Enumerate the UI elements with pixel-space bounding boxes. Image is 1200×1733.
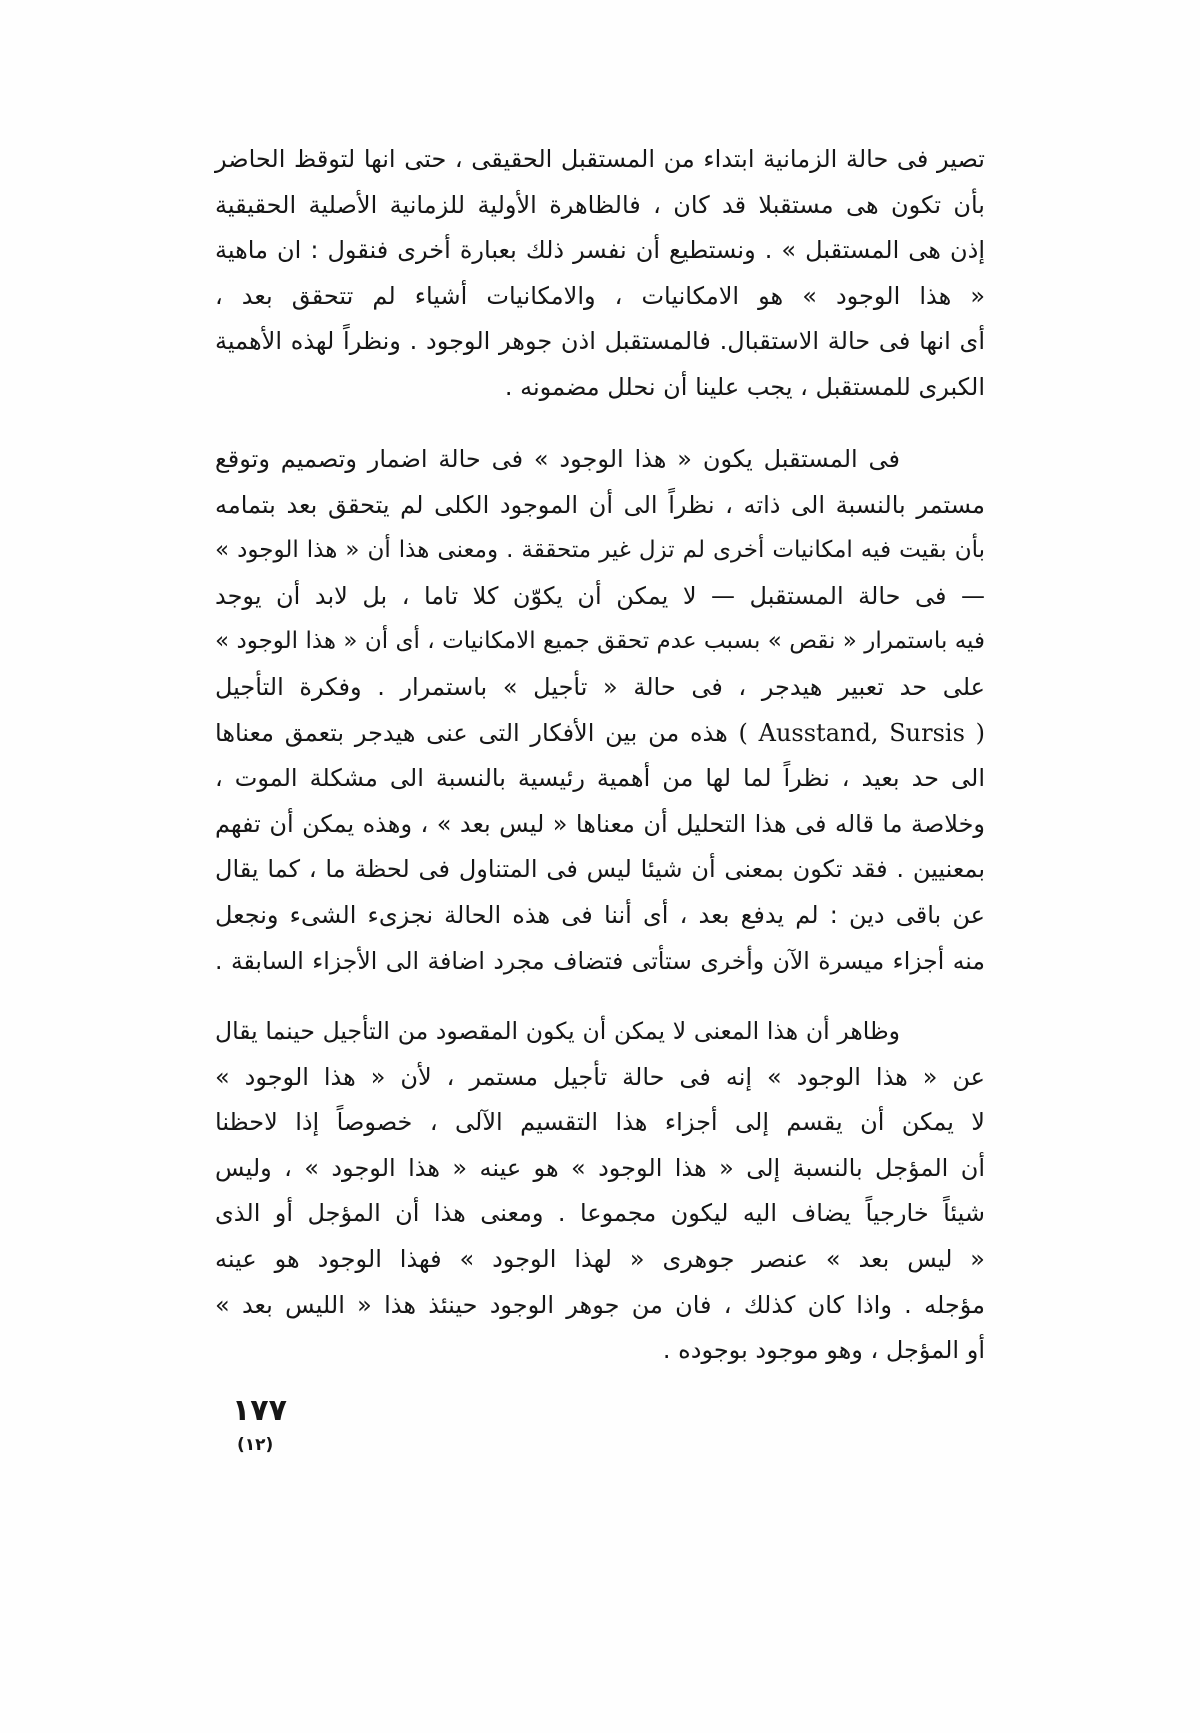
text-line: بأن بقيت فيه امكانيات أخرى لم تزل غير متحققة . ومعنى هذا أن « هذا الوجود » xyxy=(215,537,985,564)
text-line: على حد تعبير هيدجر ، فى حالة « تأجيل » باستمرار . وفكرة التأجيل xyxy=(215,672,985,701)
text-line: منه أجزاء ميسرة الآن وأخرى ستأتى فتضاف مجرد اضافة الى الأجزاء السابقة . xyxy=(215,946,985,975)
text-line: عن باقى دين : لم يدفع بعد ، أى أننا فى هذه الحالة نجزىء الشىء ونجعل xyxy=(215,900,985,929)
text-line: إذن هى المستقبل » . ونستطيع أن نفسر ذلك بعبارة أخرى فنقول : ان ماهية xyxy=(215,236,985,265)
paragraph-1 xyxy=(215,137,985,411)
text-line: مؤجله . واذا كان كذلك ، فان من جوهر الوجود حينئذ هذا « الليس بعد » xyxy=(215,1290,985,1319)
text-line: أى انها فى حالة الاستقبال. فالمستقبل اذن جوهر الوجود . ونظراً لهذه الأهمية xyxy=(215,327,985,356)
text-line: فى المستقبل يكون « هذا الوجود » فى حالة اضمار وتصميم وتوقع xyxy=(215,445,900,473)
paragraph-3 xyxy=(215,1009,985,1374)
paragraph-2 xyxy=(215,437,985,984)
text-line: أن المؤجل بالنسبة إلى « هذا الوجود » هو عينه « هذا الوجود » ، وليس xyxy=(215,1153,985,1182)
text-line: وخلاصة ما قاله فى هذا التحليل أن معناها « ليس بعد » ، وهذه يمكن أن تفهم xyxy=(215,809,985,838)
signature-mark: (١٢) xyxy=(237,1435,274,1455)
text-line: لا يمكن أن يقسم إلى أجزاء هذا التقسيم الآلى ، خصوصاً إذا لاحظنا xyxy=(215,1108,985,1137)
latin-term: ( Ausstand, Sursis ) xyxy=(738,718,985,747)
text-line: « هذا الوجود » هو الامكانيات ، والامكانيات أشياء لم تتحقق بعد ، xyxy=(215,281,985,310)
page-number: ١٧٧ xyxy=(232,1393,287,1428)
text-line: شيئاً خارجياً يضاف اليه ليكون مجموعا . ومعنى هذا أن المؤجل أو الذى xyxy=(215,1199,985,1228)
text-line: الكبرى للمستقبل ، يجب علينا أن نحلل مضمونه . xyxy=(504,372,985,401)
text-line: تصير فى حالة الزمانية ابتداء من المستقبل الحقيقى ، حتى انها لتوقظ الحاضر xyxy=(215,145,985,173)
text-line: وظاهر أن هذا المعنى لا يمكن أن يكون المقصود من التأجيل حينما يقال xyxy=(215,1017,900,1045)
text-line: عن « هذا الوجود » إنه فى حالة تأجيل مستمر ، لأن « هذا الوجود » xyxy=(215,1062,985,1091)
text-line: الى حد بعيد ، نظراً لما لها من أهمية رئيسية بالنسبة الى مشكلة الموت ، xyxy=(215,764,985,793)
text-line: بمعنيين . فقد تكون بمعنى أن شيئا ليس فى المتناول فى لحظة ما ، كما يقال xyxy=(215,855,985,884)
text-line: « ليس بعد » عنصر جوهرى « لهذا الوجود » فهذا الوجود هو عينه xyxy=(215,1244,985,1273)
text-line xyxy=(215,711,985,757)
text-line: أو المؤجل ، وهو موجود بوجوده . xyxy=(662,1336,985,1365)
text-line: — فى حالة المستقبل — لا يمكن أن يكوّن كلا تاما ، بل لابد أن يوجد xyxy=(215,581,985,610)
text-line: بأن تكون هى مستقبلا قد كان ، فالظاهرة الأولية للزمانية الأصلية الحقيقية xyxy=(215,190,985,219)
text-line: مستمر بالنسبة الى ذاته ، نظراً الى أن الموجود الكلى لم يتحقق بعد بتمامه xyxy=(215,490,985,519)
text-line-segment: هذه من بين الأفكار التى عنى هيدجر بتعمق معناها xyxy=(215,718,728,747)
text-line: فيه باستمرار « نقص » بسبب عدم تحقق جميع الامكانيات ، أى أن « هذا الوجود » xyxy=(215,628,985,655)
